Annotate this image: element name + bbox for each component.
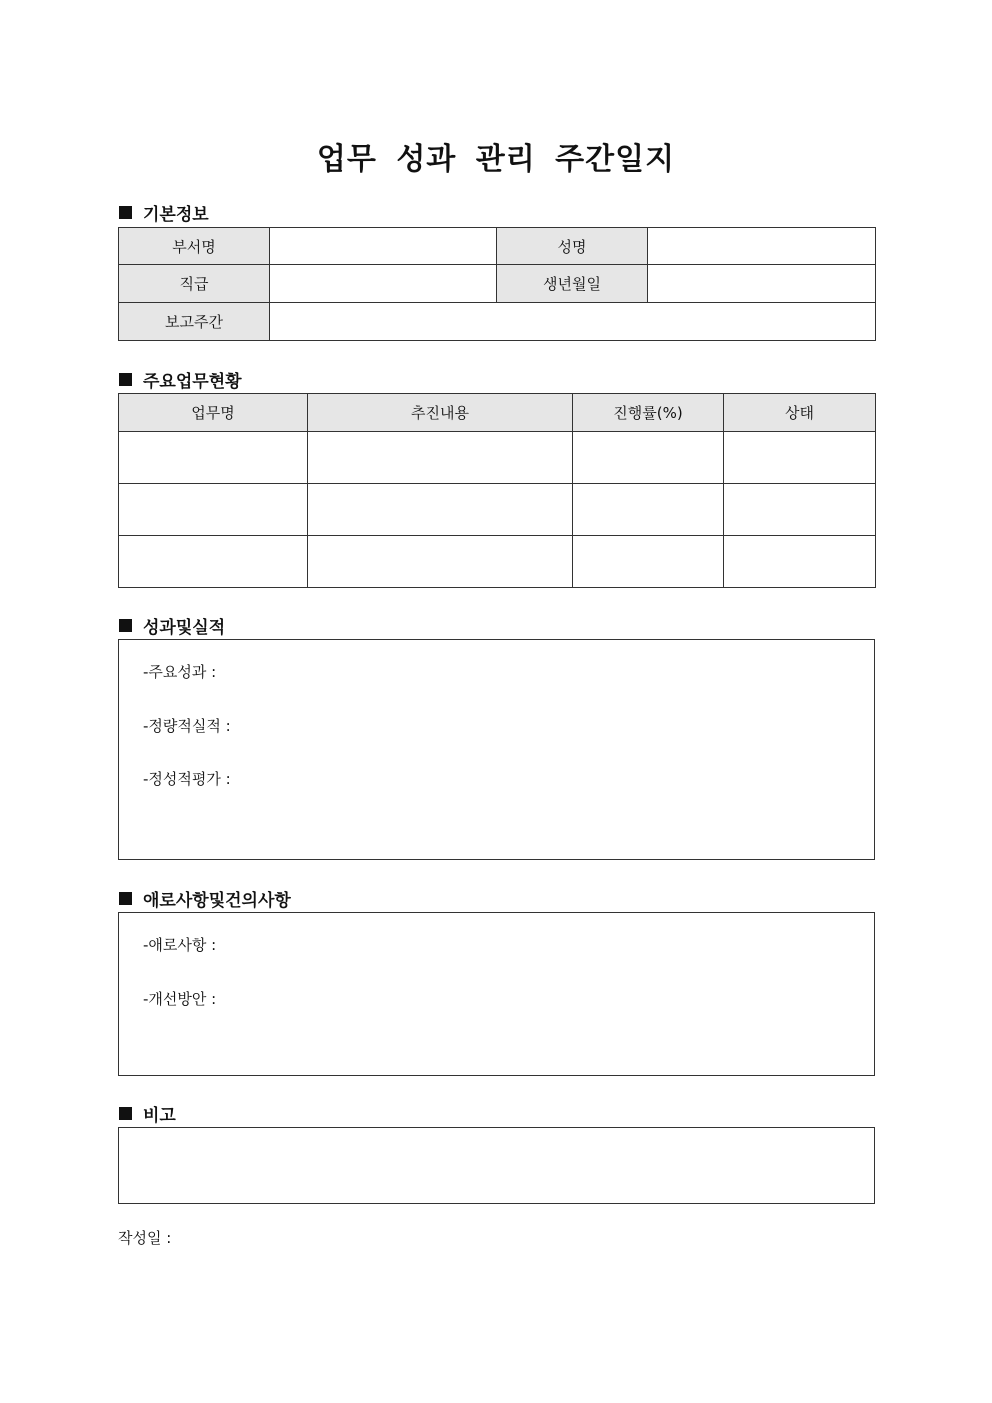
difficulties-line: -애로사항 : — [143, 936, 217, 954]
report-week-field[interactable] — [270, 303, 876, 341]
square-bullet-icon — [119, 1107, 132, 1120]
square-bullet-icon — [119, 892, 132, 905]
table-row — [119, 536, 876, 588]
main-tasks-table — [118, 393, 876, 588]
column-header-progress: 진행률(%) — [573, 394, 724, 432]
issues-heading-text: 애로사항및건의사항 — [143, 891, 291, 911]
column-header-details: 추진내용 — [308, 394, 573, 432]
quantitative-results-line: -정량적실적 : — [143, 717, 231, 735]
basic-info-heading — [119, 200, 209, 225]
document-title: 업무 성과 관리 주간일지 — [316, 142, 676, 177]
performance-box[interactable] — [118, 639, 875, 860]
birthdate-label: 생년월일 — [497, 265, 648, 303]
main-tasks-heading-text: 주요업무현황 — [143, 372, 242, 392]
name-field[interactable] — [648, 228, 876, 265]
basic-info-heading-text: 기본정보 — [143, 205, 209, 225]
main-tasks-heading — [119, 367, 242, 392]
details-cell[interactable] — [308, 484, 573, 536]
table-row — [119, 432, 876, 484]
table-row — [119, 484, 876, 536]
improvement-plan-line: -개선방안 : — [143, 990, 217, 1008]
remarks-box[interactable] — [118, 1127, 875, 1204]
department-label: 부서명 — [119, 228, 270, 265]
performance-heading — [119, 613, 225, 638]
status-cell[interactable] — [724, 484, 876, 536]
task-name-cell[interactable] — [119, 432, 308, 484]
task-name-cell[interactable] — [119, 484, 308, 536]
status-cell[interactable] — [724, 432, 876, 484]
report-week-label: 보고주간 — [119, 303, 270, 341]
progress-cell[interactable] — [573, 536, 724, 588]
basic-info-table — [118, 227, 876, 341]
progress-cell[interactable] — [573, 432, 724, 484]
square-bullet-icon — [119, 373, 132, 386]
key-results-line: -주요성과 : — [143, 663, 217, 681]
position-label: 직급 — [119, 265, 270, 303]
details-cell[interactable] — [308, 432, 573, 484]
square-bullet-icon — [119, 619, 132, 632]
department-field[interactable] — [270, 228, 497, 265]
square-bullet-icon — [119, 206, 132, 219]
status-cell[interactable] — [724, 536, 876, 588]
date-written-label: 작성일 : — [118, 1229, 172, 1247]
column-header-status: 상태 — [724, 394, 876, 432]
progress-cell[interactable] — [573, 484, 724, 536]
remarks-heading-text: 비고 — [143, 1106, 176, 1126]
task-name-cell[interactable] — [119, 536, 308, 588]
qualitative-evaluation-line: -정성적평가 : — [143, 770, 231, 788]
issues-heading — [119, 886, 291, 911]
position-field[interactable] — [270, 265, 497, 303]
remarks-heading — [119, 1101, 176, 1126]
details-cell[interactable] — [308, 536, 573, 588]
performance-heading-text: 성과및실적 — [143, 618, 226, 638]
name-label: 성명 — [497, 228, 648, 265]
birthdate-field[interactable] — [648, 265, 876, 303]
column-header-task-name: 업무명 — [119, 394, 308, 432]
issues-box[interactable] — [118, 912, 875, 1076]
